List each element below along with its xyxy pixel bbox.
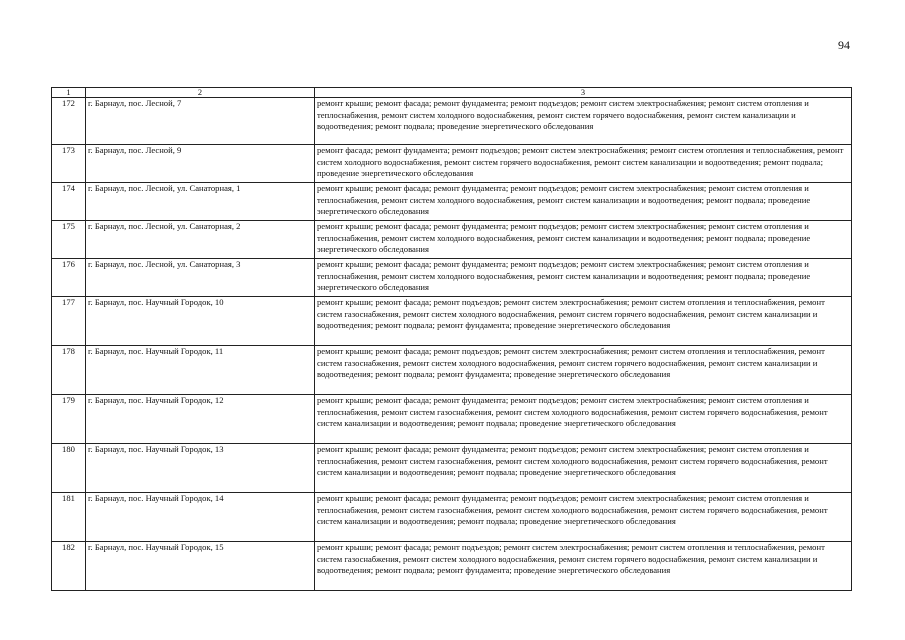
header-row [52,88,852,98]
row-address: г. Барнаул, пос. Лесной, ул. Санаторная, 2 [86,221,315,259]
table-row [52,444,852,493]
table-row [52,98,852,145]
table-row [52,145,852,183]
row-works: ремонт крыши; ремонт фасада; ремонт подъездов; ремонт систем электроснабжения; ремонт систем отопления и теплоснабжения, ремонт систем газоснабжения, ремонт систем холодного водоснабжения, ремонт систем горячего водоснабжения, ремонт систем канализации и водоотведения; ремонт подвала; ремонт фундамента; проведение энергетического обследования [315,297,852,346]
row-number: 179 [52,395,86,444]
row-address: г. Барнаул, пос. Научный Городок, 11 [86,346,315,395]
column-header-works: 3 [315,88,852,98]
row-works: ремонт крыши; ремонт фасада; ремонт фундамента; ремонт подъездов; ремонт систем электроснабжения; ремонт систем отопления и теплоснабжения, ремонт систем газоснабжения, ремонт систем холодного водоснабжения, ремонт систем горячего водоснабжения, ремонт систем канализации и водоотведения; ремонт подвала; проведение энергетического обследования [315,444,852,493]
row-number: 176 [52,259,86,297]
row-works: ремонт крыши; ремонт фасада; ремонт фундамента; ремонт подъездов; ремонт систем электроснабжения; ремонт систем отопления и теплоснабжения, ремонт систем холодного водоснабжения, ремонт систем канализации и водоотведения; ремонт подвала; проведение энергетического обследования [315,183,852,221]
page-number: 94 [838,38,850,52]
column-header-number: 1 [52,88,86,98]
row-works: ремонт крыши; ремонт фасада; ремонт фундамента; ремонт подъездов; ремонт систем электроснабжения; ремонт систем отопления и теплоснабжения, ремонт систем холодного водоснабжения, ремонт систем канализации и водоотведения; ремонт подвала; проведение энергетического обследования [315,259,852,297]
row-address: г. Барнаул, пос. Научный Городок, 13 [86,444,315,493]
row-works: ремонт крыши; ремонт фасада; ремонт подъездов; ремонт систем электроснабжения; ремонт систем отопления и теплоснабжения, ремонт систем газоснабжения, ремонт систем холодного водоснабжения, ремонт систем горячего водоснабжения, ремонт систем канализации и водоотведения; ремонт подвала; ремонт фундамента; проведение энергетического обследования [315,346,852,395]
row-address: г. Барнаул, пос. Научный Городок, 10 [86,297,315,346]
row-number: 172 [52,98,86,145]
row-works: ремонт крыши; ремонт фасада; ремонт фундамента; ремонт подъездов; ремонт систем электроснабжения; ремонт систем отопления и теплоснабжения, ремонт систем холодного водоснабжения, ремонт систем канализации и водоотведения; ремонт подвала; проведение энергетического обследования [315,221,852,259]
row-number: 182 [52,542,86,591]
row-address: г. Барнаул, пос. Лесной, 7 [86,98,315,145]
row-address: г. Барнаул, пос. Лесной, ул. Санаторная, 1 [86,183,315,221]
row-number: 174 [52,183,86,221]
table-header [52,88,852,98]
row-works: ремонт крыши; ремонт фасада; ремонт фундамента; ремонт подъездов; ремонт систем электроснабжения; ремонт систем отопления и теплоснабжения, ремонт систем газоснабжения, ремонт систем холодного водоснабжения, ремонт систем горячего водоснабжения, ремонт систем канализации и водоотведения; ремонт подвала; проведение энергетического обследования [315,395,852,444]
row-works: ремонт крыши; ремонт фасада; ремонт фундамента; ремонт подъездов; ремонт систем электроснабжения; ремонт систем отопления и теплоснабжения, ремонт систем газоснабжения, ремонт систем холодного водоснабжения, ремонт систем горячего водоснабжения, ремонт систем канализации и водоотведения; ремонт подвала; проведение энергетического обследования [315,493,852,542]
row-number: 177 [52,297,86,346]
column-header-address: 2 [86,88,315,98]
table-row [52,493,852,542]
row-works: ремонт крыши; ремонт фасада; ремонт фундамента; ремонт подъездов; ремонт систем электроснабжения; ремонт систем отопления и теплоснабжения, ремонт систем холодного водоснабжения, ремонт систем горячего водоснабжения, ремонт систем канализации и водоотведения; ремонт подвала; проведение энергетического обследования [315,98,852,145]
row-address: г. Барнаул, пос. Научный Городок, 15 [86,542,315,591]
row-address: г. Барнаул, пос. Лесной, ул. Санаторная, 3 [86,259,315,297]
table-row [52,297,852,346]
table-row [52,183,852,221]
row-number: 175 [52,221,86,259]
repair-works-table [51,87,852,591]
row-address: г. Барнаул, пос. Научный Городок, 12 [86,395,315,444]
row-number: 180 [52,444,86,493]
table-row [52,259,852,297]
table-row [52,346,852,395]
table-row [52,395,852,444]
table-row [52,542,852,591]
row-number: 181 [52,493,86,542]
row-number: 178 [52,346,86,395]
row-works: ремонт крыши; ремонт фасада; ремонт подъездов; ремонт систем электроснабжения; ремонт систем отопления и теплоснабжения, ремонт систем газоснабжения, ремонт систем холодного водоснабжения, ремонт систем горячего водоснабжения, ремонт систем канализации и водоотведения; ремонт подвала; ремонт фундамента; проведение энергетического обследования [315,542,852,591]
row-address: г. Барнаул, пос. Лесной, 9 [86,145,315,183]
row-number: 173 [52,145,86,183]
table-row [52,221,852,259]
row-address: г. Барнаул, пос. Научный Городок, 14 [86,493,315,542]
table-body [52,98,852,591]
row-works: ремонт фасада; ремонт фундамента; ремонт подъездов; ремонт систем электроснабжения; ремонт систем отопления и теплоснабжения, ремонт систем холодного водоснабжения, ремонт систем горячего водоснабжения, ремонт систем канализации и водоотведения; ремонт подвала; проведение энергетического обследования [315,145,852,183]
